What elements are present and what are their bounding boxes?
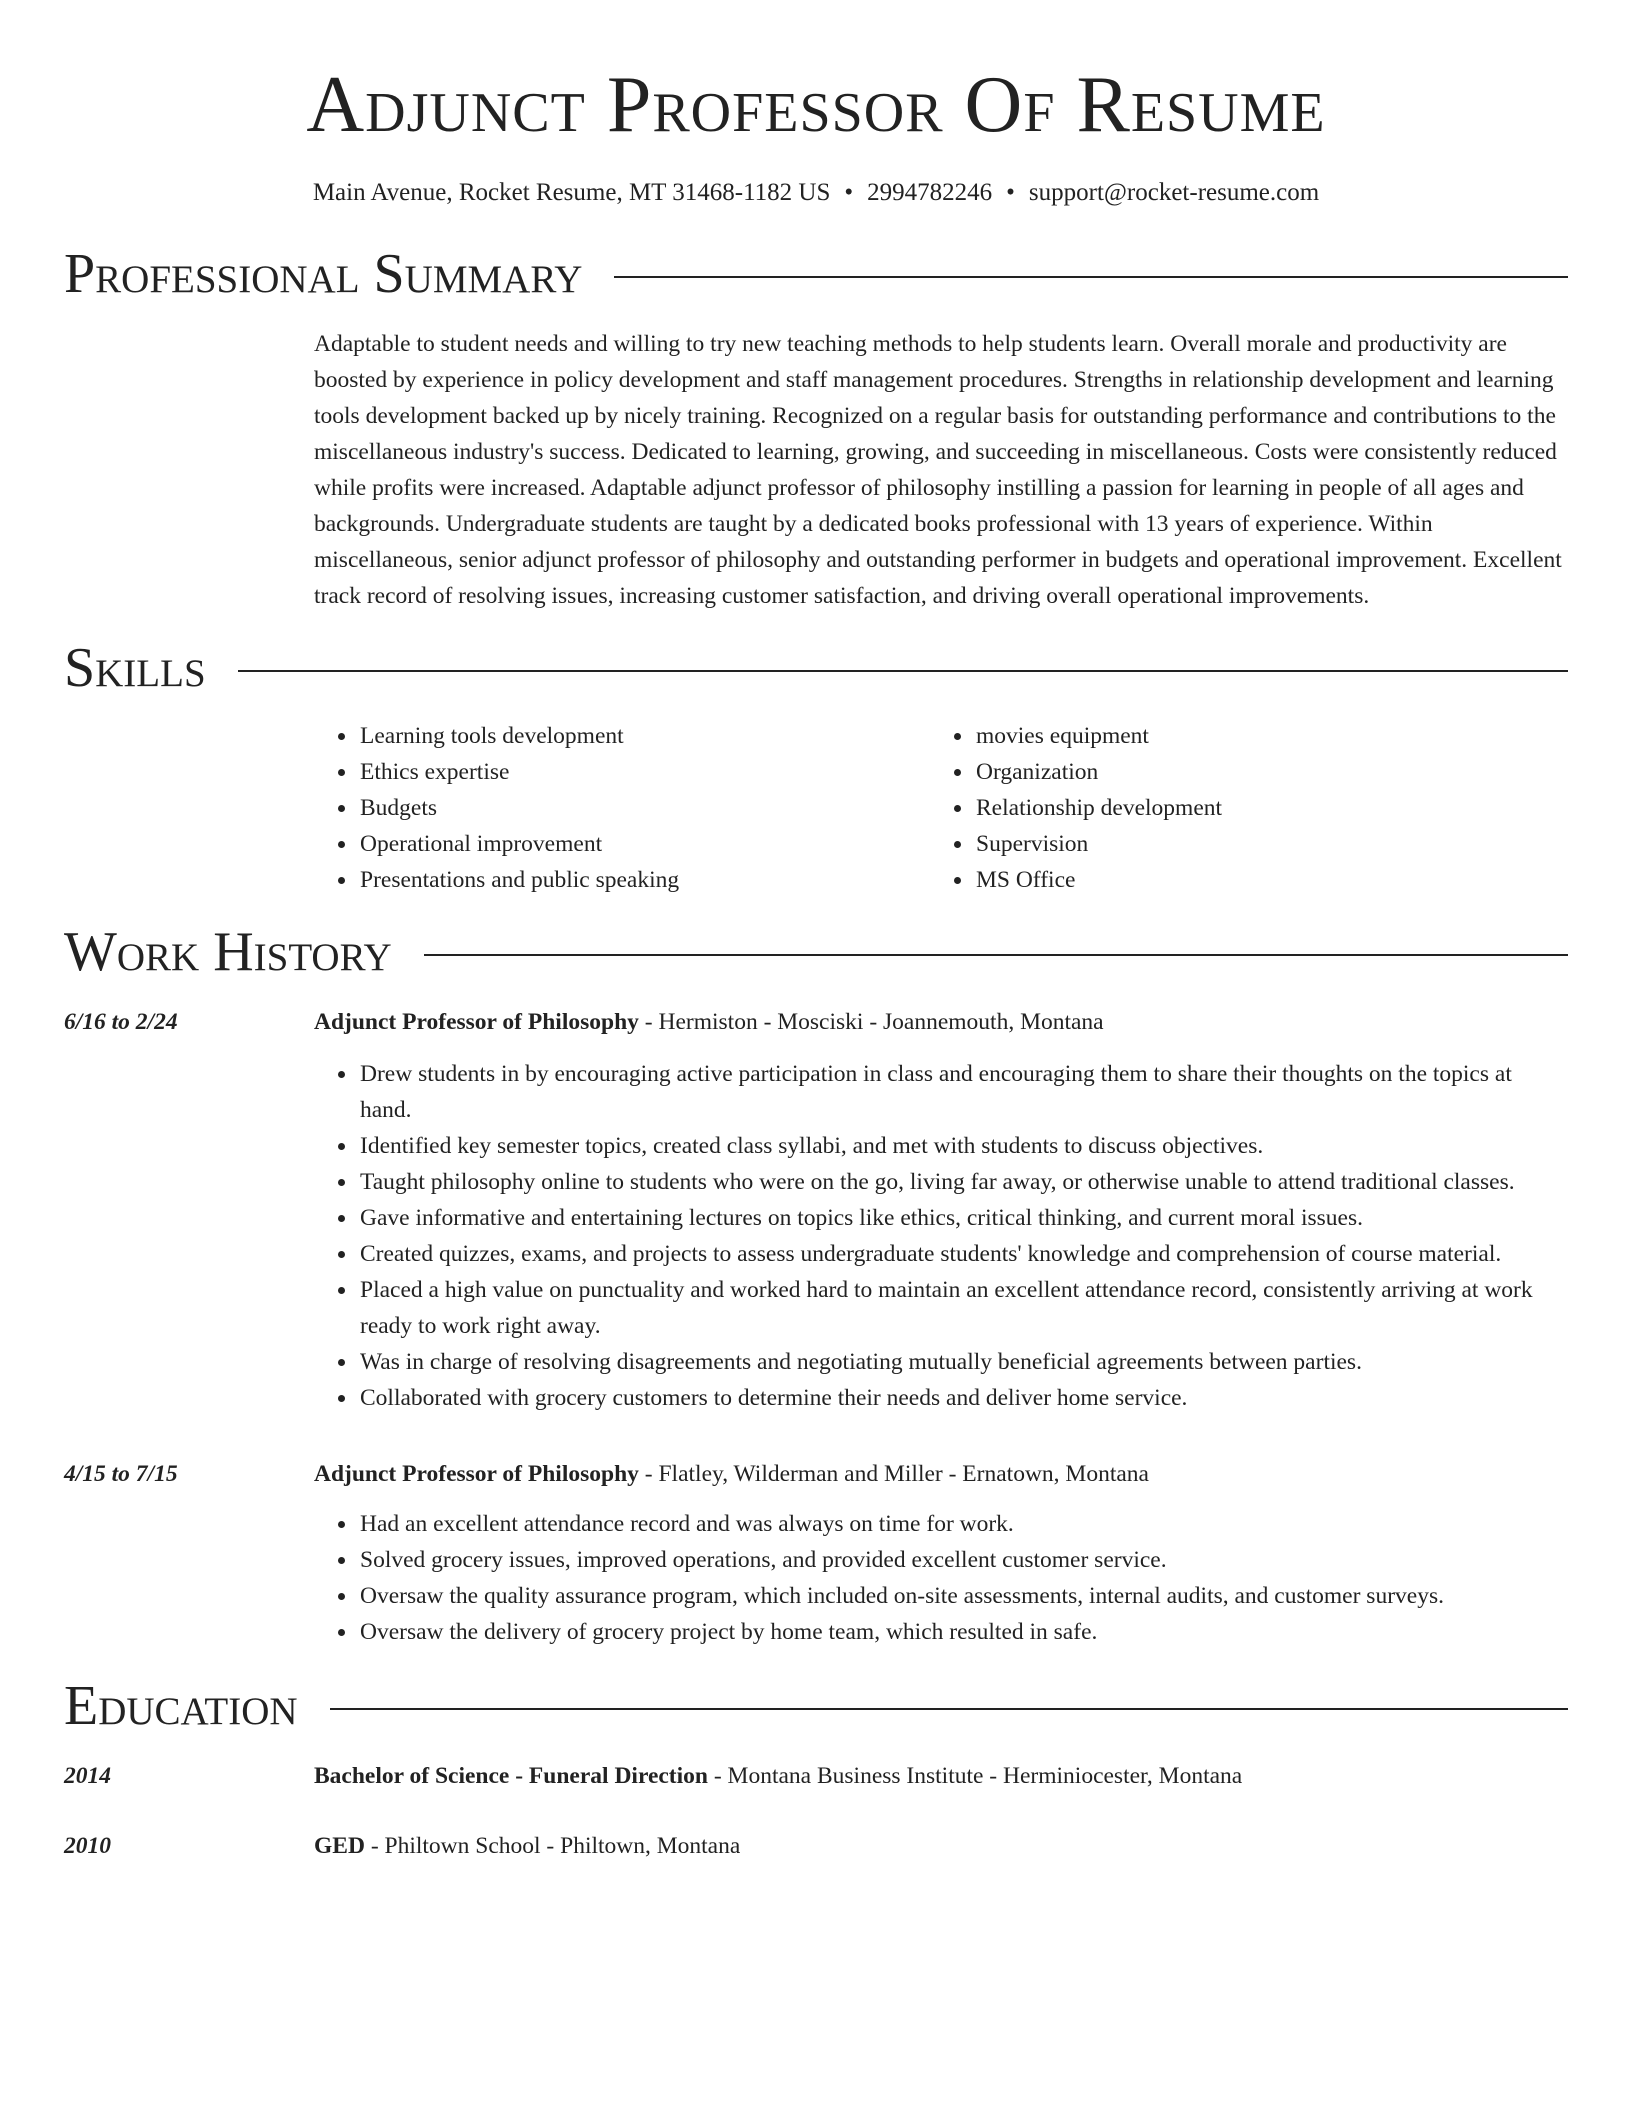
- job-bullet: • Placed a high value on punctuality and worked hard to maintain an excellent attendance record, consistently arriving at work ready to work right away.: [358, 1272, 1568, 1344]
- education-body: [314, 1758, 1568, 1794]
- job-heading: [314, 1004, 1568, 1040]
- job-dates: 6/16 to 2/24: [64, 1009, 178, 1035]
- education-details: - Philtown School - Philtown, Montana: [364, 1833, 741, 1859]
- job-bullet: • Created quizzes, exams, and projects to assess undergraduate students' knowledge and comprehension of course material.: [358, 1236, 1568, 1272]
- work-title: Work History: [64, 921, 392, 983]
- education-details: - Montana Business Institute - Herminiocester, Montana: [707, 1763, 1243, 1789]
- skill-item: • Learning tools development: [358, 718, 930, 754]
- skill-item: • Operational improvement: [358, 826, 930, 862]
- skills-column-left: [314, 718, 930, 898]
- summary-text: Adaptable to student needs and willing to try new teaching methods to help students learn. Overall morale and productivity are boosted by experience in policy development and staff management procedures. Strengths in relationship development and learning tools development backed up by nicely training. Recognized on a regular basis for outstanding performance and contributions to the miscellaneous industry's success. Dedicated to learning, growing, and succeeding in miscellaneous. Costs were consistently reduced while profits were increased. Adaptable adjunct professor of philosophy instilling a passion for learning in people of all ages and backgrounds. Undergraduate students are taught by a dedicated books professional with 13 years of experience. Within miscellaneous, senior adjunct professor of philosophy and outstanding performer in budgets and operational improvement. Excellent track record of resolving issues, increasing customer satisfaction, and driving overall operational improvements.: [314, 331, 1562, 609]
- job-bullet: • Had an excellent attendance record and was always on time for work.: [358, 1506, 1568, 1542]
- job-bullet: • Was in charge of resolving disagreements and negotiating mutually beneficial agreements between parties.: [358, 1344, 1568, 1380]
- education-body: [314, 1828, 1568, 1864]
- skill-item: • Supervision: [974, 826, 1546, 862]
- skills-list: [314, 718, 1568, 898]
- job-role: Adjunct Professor of Philosophy: [314, 1461, 639, 1487]
- education-year: 2010: [64, 1833, 111, 1859]
- job-bullet: • Oversaw the quality assurance program, which included on-site assessments, internal audits, and customer surveys.: [358, 1578, 1568, 1614]
- job-bullet: • Drew students in by encouraging active participation in class and encouraging them to share their thoughts on the topics at hand.: [358, 1056, 1568, 1128]
- job-bullet: • Solved grocery issues, improved operations, and provided excellent customer service.: [358, 1542, 1568, 1578]
- section-divider: [238, 670, 1568, 672]
- skill-item: • Organization: [974, 754, 1546, 790]
- skills-section-header: [64, 636, 1568, 700]
- job-role: Adjunct Professor of Philosophy: [314, 1009, 639, 1035]
- job-body: [314, 1456, 1568, 1650]
- skills-title: Skills: [64, 637, 206, 699]
- job-bullet: • Oversaw the delivery of grocery project by home team, which resulted in safe.: [358, 1614, 1568, 1650]
- job-bullets: [314, 1506, 1568, 1650]
- summary-section-header: [64, 242, 1568, 306]
- education-heading: [314, 1828, 1568, 1864]
- skill-item: • MS Office: [974, 862, 1546, 898]
- contact-address: Main Avenue, Rocket Resume, MT 31468-1182 US: [312, 179, 831, 206]
- education-year: 2014: [64, 1763, 111, 1789]
- contact-line: [64, 178, 1568, 208]
- section-divider: [614, 276, 1568, 278]
- section-divider: [330, 1708, 1568, 1710]
- contact-phone: 2994782246: [867, 179, 993, 206]
- job-heading: [314, 1456, 1568, 1492]
- skill-item: • Relationship development: [974, 790, 1546, 826]
- job-bullets: [314, 1056, 1568, 1416]
- work-section-header: [64, 920, 1568, 984]
- job-entry: [64, 1004, 1568, 1416]
- section-divider: [424, 954, 1568, 956]
- skill-item: • Ethics expertise: [358, 754, 930, 790]
- contact-separator: •: [1006, 179, 1015, 206]
- job-details: - Flatley, Wilderman and Miller - Ernatown, Montana: [638, 1461, 1149, 1487]
- resume-name: Adjunct Professor Of Resume: [306, 61, 1326, 149]
- job-details: - Hermiston - Mosciski - Joannemouth, Montana: [638, 1009, 1104, 1035]
- education-heading: [314, 1758, 1568, 1794]
- education-title: Education: [64, 1675, 298, 1737]
- education-degree: Bachelor of Science - Funeral Direction: [314, 1763, 708, 1789]
- job-entry: [64, 1456, 1568, 1650]
- skill-item: • Presentations and public speaking: [358, 862, 930, 898]
- job-bullet: • Identified key semester topics, created class syllabi, and met with students to discuss objectives.: [358, 1128, 1568, 1164]
- job-bullet: • Gave informative and entertaining lectures on topics like ethics, critical thinking, and current moral issues.: [358, 1200, 1568, 1236]
- education-entry: [64, 1828, 1568, 1864]
- job-bullet: • Taught philosophy online to students who were on the go, living far away, or otherwise unable to attend traditional classes.: [358, 1164, 1568, 1200]
- job-body: [314, 1004, 1568, 1416]
- education-degree: GED: [314, 1833, 365, 1859]
- job-bullet: • Collaborated with grocery customers to determine their needs and deliver home service.: [358, 1380, 1568, 1416]
- contact-email[interactable]: support@rocket-resume.com: [1028, 179, 1320, 206]
- skill-item: • movies equipment: [974, 718, 1546, 754]
- education-section-header: [64, 1674, 1568, 1738]
- skill-item: • Budgets: [358, 790, 930, 826]
- job-dates: 4/15 to 7/15: [64, 1461, 178, 1487]
- summary-title: Professional Summary: [64, 243, 583, 305]
- contact-separator: •: [844, 179, 854, 206]
- skills-column-right: [930, 718, 1546, 898]
- education-entry: [64, 1758, 1568, 1794]
